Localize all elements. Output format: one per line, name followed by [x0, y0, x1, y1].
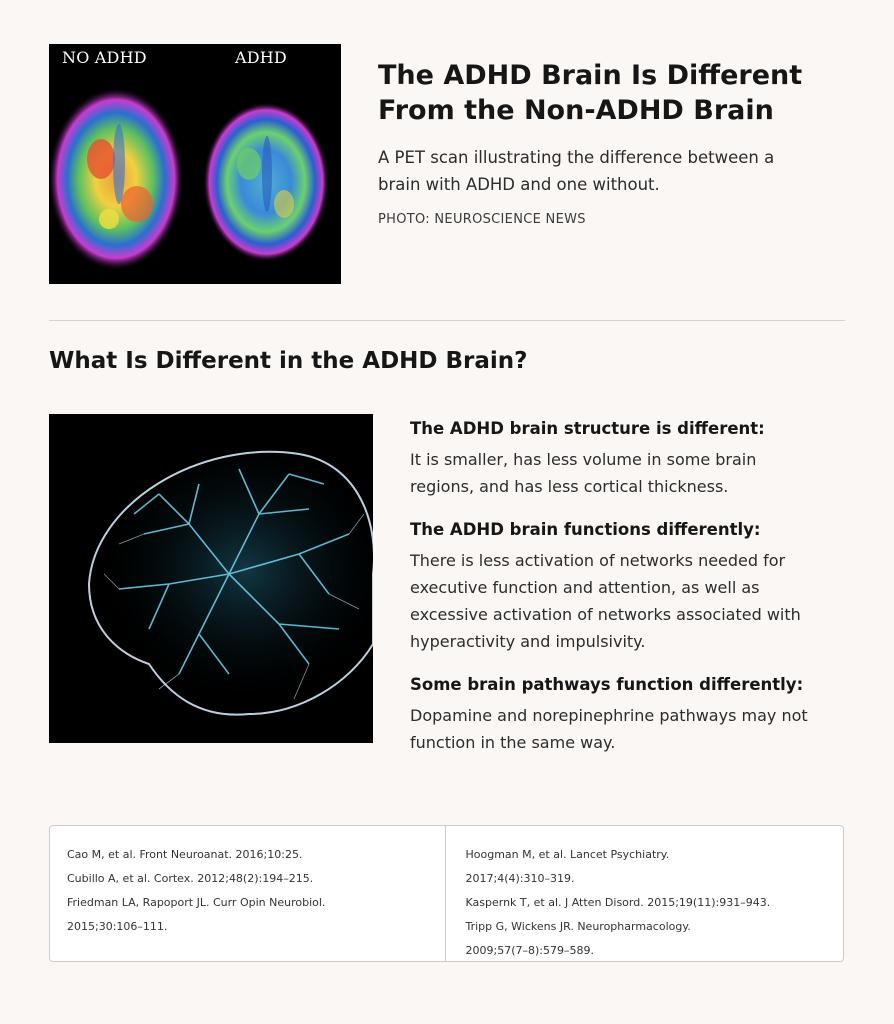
function-heading: The ADHD brain functions differently:: [410, 520, 761, 539]
pet-scan-graphic: [49, 44, 341, 284]
reference-line: 2017;4(4):310–319.: [465, 872, 575, 885]
adhd-label: ADHD: [235, 48, 287, 67]
list-item: [410, 517, 850, 655]
reference-line: Tripp G, Wickens JR. Neuropharmacology.: [465, 920, 691, 933]
references-left-column: [50, 826, 445, 961]
references-box: [49, 825, 844, 962]
no-adhd-label: NO ADHD: [62, 48, 147, 67]
reference-line: Cao M, et al. Front Neuroanat. 2016;10:25.: [67, 848, 303, 861]
differences-list: [410, 416, 850, 773]
hero-text: [378, 58, 848, 227]
section-title: What Is Different in the ADHD Brain?: [49, 348, 528, 374]
reference-line: 2009;57(7–8):579–589.: [465, 944, 594, 957]
structure-heading: The ADHD brain structure is different:: [410, 419, 765, 438]
pathways-description: Dopamine and norepinephrine pathways may not function in the same way.: [410, 706, 808, 752]
reference-line: Kaspernk T, et al. J Atten Disord. 2015;19(11):931–943.: [465, 896, 771, 909]
image-caption: A PET scan illustrating the difference between a brain with ADHD and one without.: [378, 148, 775, 194]
section-divider: [49, 320, 845, 321]
neuron-graphic: [49, 414, 373, 743]
references-right-column: [445, 826, 844, 961]
reference-line: Cubillo A, et al. Cortex. 2012;48(2):194–215.: [67, 872, 314, 885]
structure-description: It is smaller, has less volume in some brain regions, and has less cortical thickness.: [410, 450, 757, 496]
function-description: There is less activation of networks needed for executive function and attention, as well as excessive activation of networks associated with hyperactivity and impulsivity.: [410, 551, 801, 651]
pathways-heading: Some brain pathways function differently:: [410, 675, 804, 694]
reference-line: Friedman LA, Rapoport JL. Curr Opin Neurobiol.: [67, 896, 326, 909]
list-item: [410, 416, 850, 500]
pet-scan-image: [49, 44, 341, 284]
page-title: The ADHD Brain Is Different From the Non-ADHD Brain: [378, 60, 803, 126]
reference-line: Hoogman M, et al. Lancet Psychiatry.: [465, 848, 670, 861]
photo-credit: PHOTO: NEUROSCIENCE NEWS: [378, 212, 586, 227]
list-item: [410, 672, 850, 756]
reference-line: 2015;30:106–111.: [67, 920, 168, 933]
brain-neuron-illustration: [49, 414, 373, 743]
